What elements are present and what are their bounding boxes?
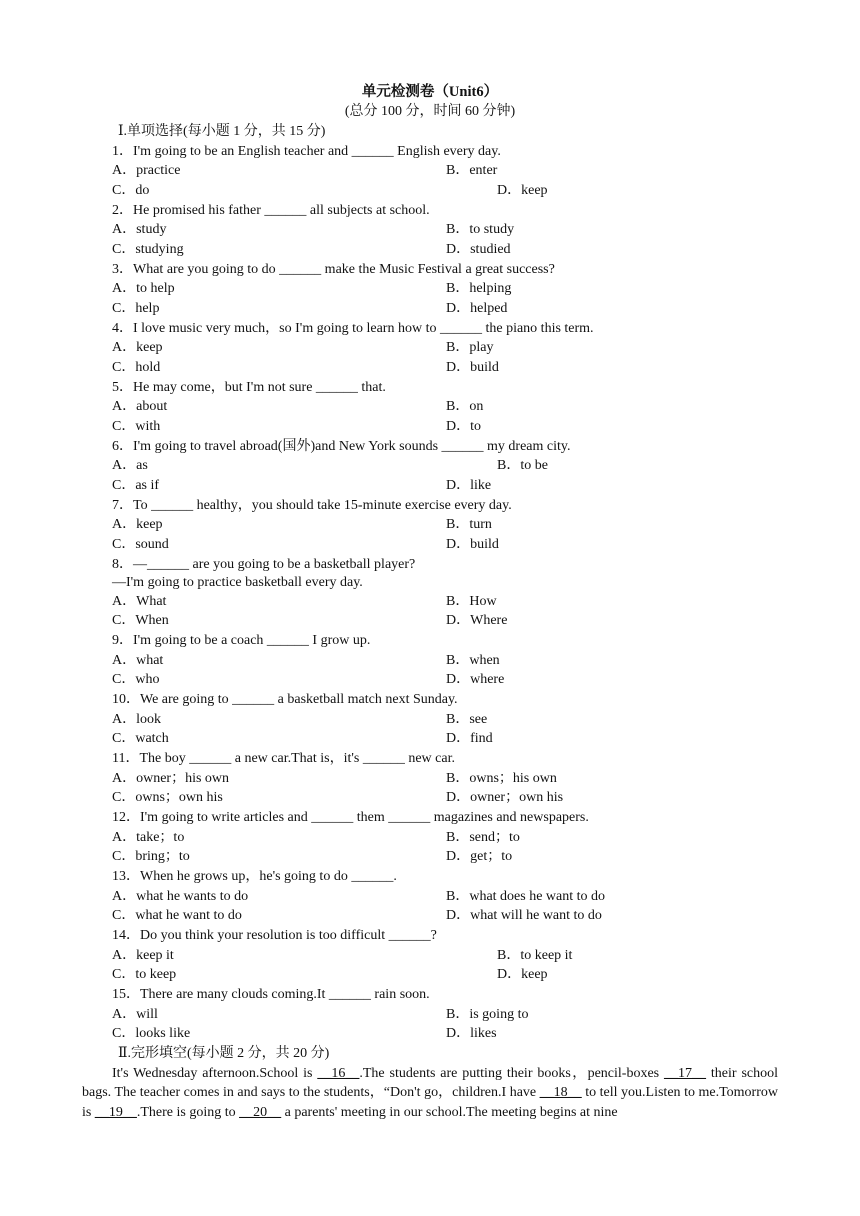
option-b: B．what does he want to do [446, 889, 606, 904]
option-a: A．what [112, 653, 164, 668]
passage-text: It's Wednesday afternoon.School is [112, 1066, 318, 1081]
option-d: D．find [446, 731, 493, 746]
option-a: A．keep it [112, 948, 174, 963]
cloze-passage [82, 1064, 778, 1122]
option-c: C．bring；to [112, 849, 190, 864]
option-b: B．when [446, 653, 500, 668]
question-stem: 10．We are going to ______ a basketball match next Sunday. [112, 692, 458, 707]
option-a: A．look [112, 712, 161, 727]
question-stem: 12．I'm going to write articles and ______ them ______ magazines and newspapers. [112, 810, 589, 825]
question-stem: 4．I love music very much，so I'm going to learn how to ______ the piano this term. [112, 321, 594, 336]
page-title: 单元检测卷（Unit6） [361, 84, 499, 100]
option-c: C．sound [112, 537, 169, 552]
passage-text: .There is going to [136, 1104, 240, 1120]
option-c: C．When [112, 613, 169, 628]
blank-16: __16__ [317, 1066, 360, 1081]
option-b: B．send；to [446, 830, 520, 845]
option-a: A．practice [112, 163, 181, 178]
passage-text: their school bags. The teacher comes in and says to the students，“Don't go，children.I have [82, 1066, 778, 1101]
option-b: B．is going to [446, 1007, 529, 1022]
question-stem: 2．He promised his father ______ all subjects at school. [112, 203, 430, 218]
passage-text: a parents' meeting in our school.The meeting begins at nine [281, 1104, 618, 1120]
option-b: B．play [446, 340, 494, 355]
option-d: D．what will he want to do [446, 908, 602, 923]
option-c: C．to keep [112, 967, 177, 982]
option-a: A．what he wants to do [112, 889, 249, 904]
option-c: C．watch [112, 731, 169, 746]
option-a: A．about [112, 399, 168, 414]
option-a: A．keep [112, 340, 163, 355]
option-d: D．studied [446, 242, 511, 257]
option-c: C．do [112, 183, 150, 198]
passage-text: .The students are putting their books，pencil-boxes [359, 1066, 665, 1081]
option-b: B．on [446, 399, 484, 414]
option-d: D．to [446, 419, 481, 434]
option-d: D．where [446, 672, 505, 687]
question-stem: 15．There are many clouds coming.It ______ rain soon. [112, 987, 430, 1002]
option-c: C．looks like [112, 1026, 191, 1041]
option-c: C．what he want to do [112, 908, 242, 923]
blank-19: __19__ [94, 1104, 137, 1120]
blank-20: __20__ [239, 1104, 282, 1120]
option-b: B．to keep it [497, 948, 573, 963]
question-stem: 6．I'm going to travel abroad(国外)and New York sounds ______ my dream city. [112, 439, 571, 454]
option-a: A．study [112, 222, 167, 237]
option-a: A．take；to [112, 830, 185, 845]
option-b: B．to be [497, 458, 548, 473]
option-c: C．owns；own his [112, 790, 223, 805]
question-stem: 9．I'm going to be a coach ______ I grow up. [112, 633, 371, 648]
option-c: C．hold [112, 360, 161, 375]
option-a: A．as [112, 458, 148, 473]
option-d: D．owner；own his [446, 790, 564, 805]
section2-heading: Ⅱ.完形填空(每小题 2 分，共 20 分) [118, 1046, 330, 1061]
option-a: A．owner；his own [112, 771, 230, 786]
option-a: A．will [112, 1007, 158, 1022]
section1-heading: Ⅰ.单项选择(每小题 1 分，共 15 分) [118, 124, 326, 139]
option-b: B．turn [446, 517, 492, 532]
option-d: D．build [446, 537, 499, 552]
question-stem: 5．He may come，but I'm not sure ______ that. [112, 380, 386, 395]
option-c: C．help [112, 301, 160, 316]
option-d: D．build [446, 360, 499, 375]
option-a: A．keep [112, 517, 163, 532]
blank-18: __18__ [539, 1085, 582, 1101]
question-stem: 7．To ______ healthy，you should take 15-minute exercise every day. [112, 498, 512, 513]
option-b: B．enter [446, 163, 498, 178]
option-d: D．likes [446, 1026, 497, 1041]
option-d: D．Where [446, 613, 508, 628]
option-d: D．like [446, 478, 492, 493]
option-b: B．owns；his own [446, 771, 557, 786]
question-stem: 8．—______ are you going to be a basketball player? [112, 557, 416, 572]
question-stem: 1．I'm going to be an English teacher and ______ English every day. [112, 144, 501, 159]
option-b: B．see [446, 712, 488, 727]
question-stem: 14．Do you think your resolution is too difficult ______? [112, 928, 437, 943]
page-subtitle: (总分 100 分，时间 60 分钟) [344, 104, 516, 119]
option-b: B．to study [446, 222, 515, 237]
question-stem-continued: —I'm going to practice basketball every day. [112, 575, 363, 590]
option-d: D．keep [497, 183, 548, 198]
option-b: B．helping [446, 281, 512, 296]
question-stem: 13．When he grows up，he's going to do ______. [112, 869, 397, 884]
passage-text: to tell you.Listen to me.Tomorrow is [82, 1085, 778, 1120]
option-d: D．keep [497, 967, 548, 982]
option-a: A．What [112, 594, 167, 609]
option-c: C．studying [112, 242, 184, 257]
option-b: B．How [446, 594, 497, 609]
option-d: D．helped [446, 301, 508, 316]
option-d: D．get；to [446, 849, 513, 864]
question-stem: 11．The boy ______ a new car.That is，it's ______ new car. [112, 751, 455, 766]
option-c: C．as if [112, 478, 160, 493]
option-c: C．who [112, 672, 160, 687]
option-a: A．to help [112, 281, 175, 296]
blank-17: __17__ [664, 1066, 707, 1081]
question-stem: 3．What are you going to do ______ make the Music Festival a great success? [112, 262, 555, 277]
option-c: C．with [112, 419, 161, 434]
